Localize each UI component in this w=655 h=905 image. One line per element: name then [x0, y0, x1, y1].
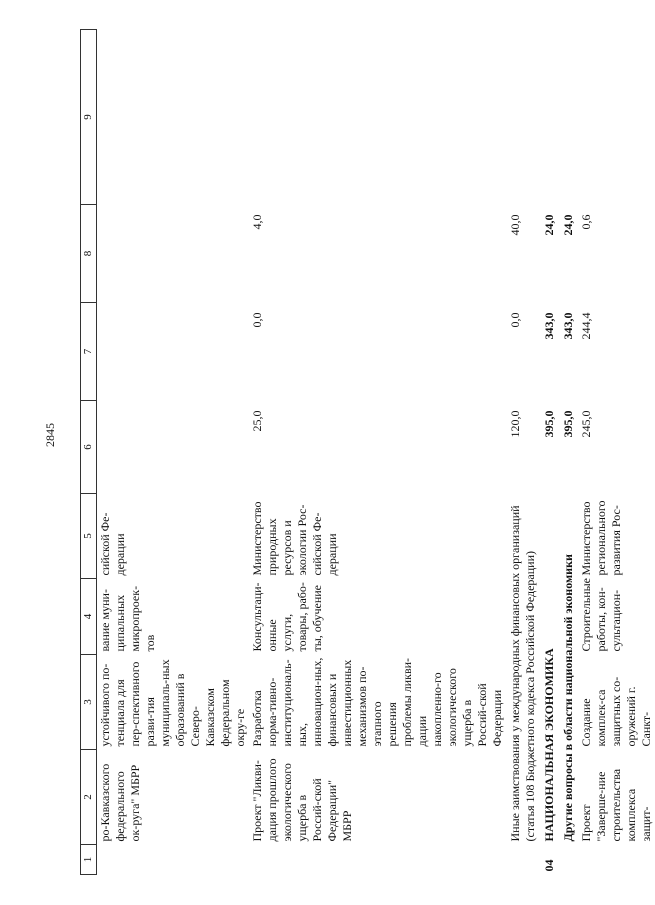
type-cell: вание муни-ципальных микропроек-тов [98, 585, 157, 652]
value-cell [559, 30, 578, 205]
subsection-heading: Другие вопросы в области национальной экономики [561, 554, 575, 842]
header-row [81, 30, 97, 875]
header-cell: 8 [81, 205, 97, 303]
table-row [559, 30, 578, 875]
agency-cell: сийской Фе-дерации [98, 512, 127, 576]
header-cell: 3 [81, 655, 97, 750]
value-cell: 343,0 [542, 312, 556, 340]
header-cell: 1 [81, 845, 97, 875]
code-cell [578, 845, 655, 875]
value-cell: 25,0 [250, 410, 264, 432]
header-cell: 4 [81, 579, 97, 655]
value-cell [97, 30, 250, 205]
page-number: 2845 [43, 423, 57, 447]
header-cell: 2 [81, 750, 97, 845]
project-cell: Проект "Ликви-дация прошлого экологического ущерба в Россий-ской Федерации" МБРР [250, 758, 354, 842]
code-cell [506, 845, 540, 875]
table-row [578, 30, 655, 875]
value-cell: 395,0 [561, 410, 575, 438]
type-cell: Консультаци-онные услуги, товары, рабо-ты, обучение [250, 582, 324, 652]
code-cell [559, 845, 578, 875]
value-cell [506, 30, 540, 205]
section-text: Иные заимствования у международных финансовых организаций (статья 108 Бюджетного кодекса Российской Федерации) [508, 505, 537, 842]
project-cell: ро-Кавказского федерального ок-руга" МБРР [98, 763, 142, 842]
code-cell [249, 845, 506, 875]
value-cell: 244,4 [579, 312, 593, 340]
type-cell: Строительные работы, кон-сультацион- [579, 578, 623, 652]
value-cell [578, 30, 655, 205]
table-row [506, 30, 540, 875]
table-row [97, 30, 250, 875]
value-cell: 0,6 [579, 214, 593, 230]
value-cell: 395,0 [542, 410, 556, 438]
value-cell: 0,0 [508, 312, 522, 328]
value-cell: 343,0 [561, 312, 575, 340]
value-cell: 0,0 [250, 312, 264, 328]
header-cell: 7 [81, 303, 97, 401]
value-cell: 24,0 [561, 214, 575, 236]
section-heading: НАЦИОНАЛЬНАЯ ЭКОНОМИКА [542, 648, 556, 842]
value-cell [97, 401, 250, 494]
value-cell: 4,0 [250, 214, 264, 230]
value-cell [97, 205, 250, 303]
agency-cell: Министерство природных ресурсов и экологии Рос-сийской Фе-дерации [250, 501, 339, 576]
header-cell: 5 [81, 494, 97, 579]
goal-cell: Создание комплек-са защитных со-оружений г. Санкт- [579, 676, 653, 747]
value-cell: 245,0 [579, 410, 593, 438]
table-row [249, 30, 506, 875]
code-cell: 04 [542, 859, 556, 872]
value-cell: 40,0 [508, 214, 522, 236]
value-cell: 24,0 [542, 214, 556, 236]
table-row [540, 30, 559, 875]
header-cell: 6 [81, 401, 97, 494]
agency-cell: Министерство регионального развития Рос- [579, 500, 623, 576]
goal-cell: устойчивого по-тенциала для пер-спективного разви-тия муниципаль-ных образований в Северо-Кавказском федеральном окру-ге [98, 659, 247, 747]
code-cell [97, 845, 250, 875]
value-cell [97, 303, 250, 401]
value-cell [540, 30, 559, 205]
goal-cell: Разработка норма-тивно-институциональ-ных, инновацион-ных, финансовых и инвестиционных механизмов по-этапного решения проблемы ликви-дации накопленно-го экологического ущерба в Россий-ской Федерации [250, 657, 504, 747]
value-cell: 120,0 [508, 410, 522, 438]
value-cell [249, 30, 506, 205]
finance-table [80, 29, 655, 875]
rotated-page [80, 30, 653, 875]
header-cell: 9 [81, 30, 97, 205]
project-cell: Проект "Заверше-ние строительства комплекса защит- [579, 768, 653, 842]
